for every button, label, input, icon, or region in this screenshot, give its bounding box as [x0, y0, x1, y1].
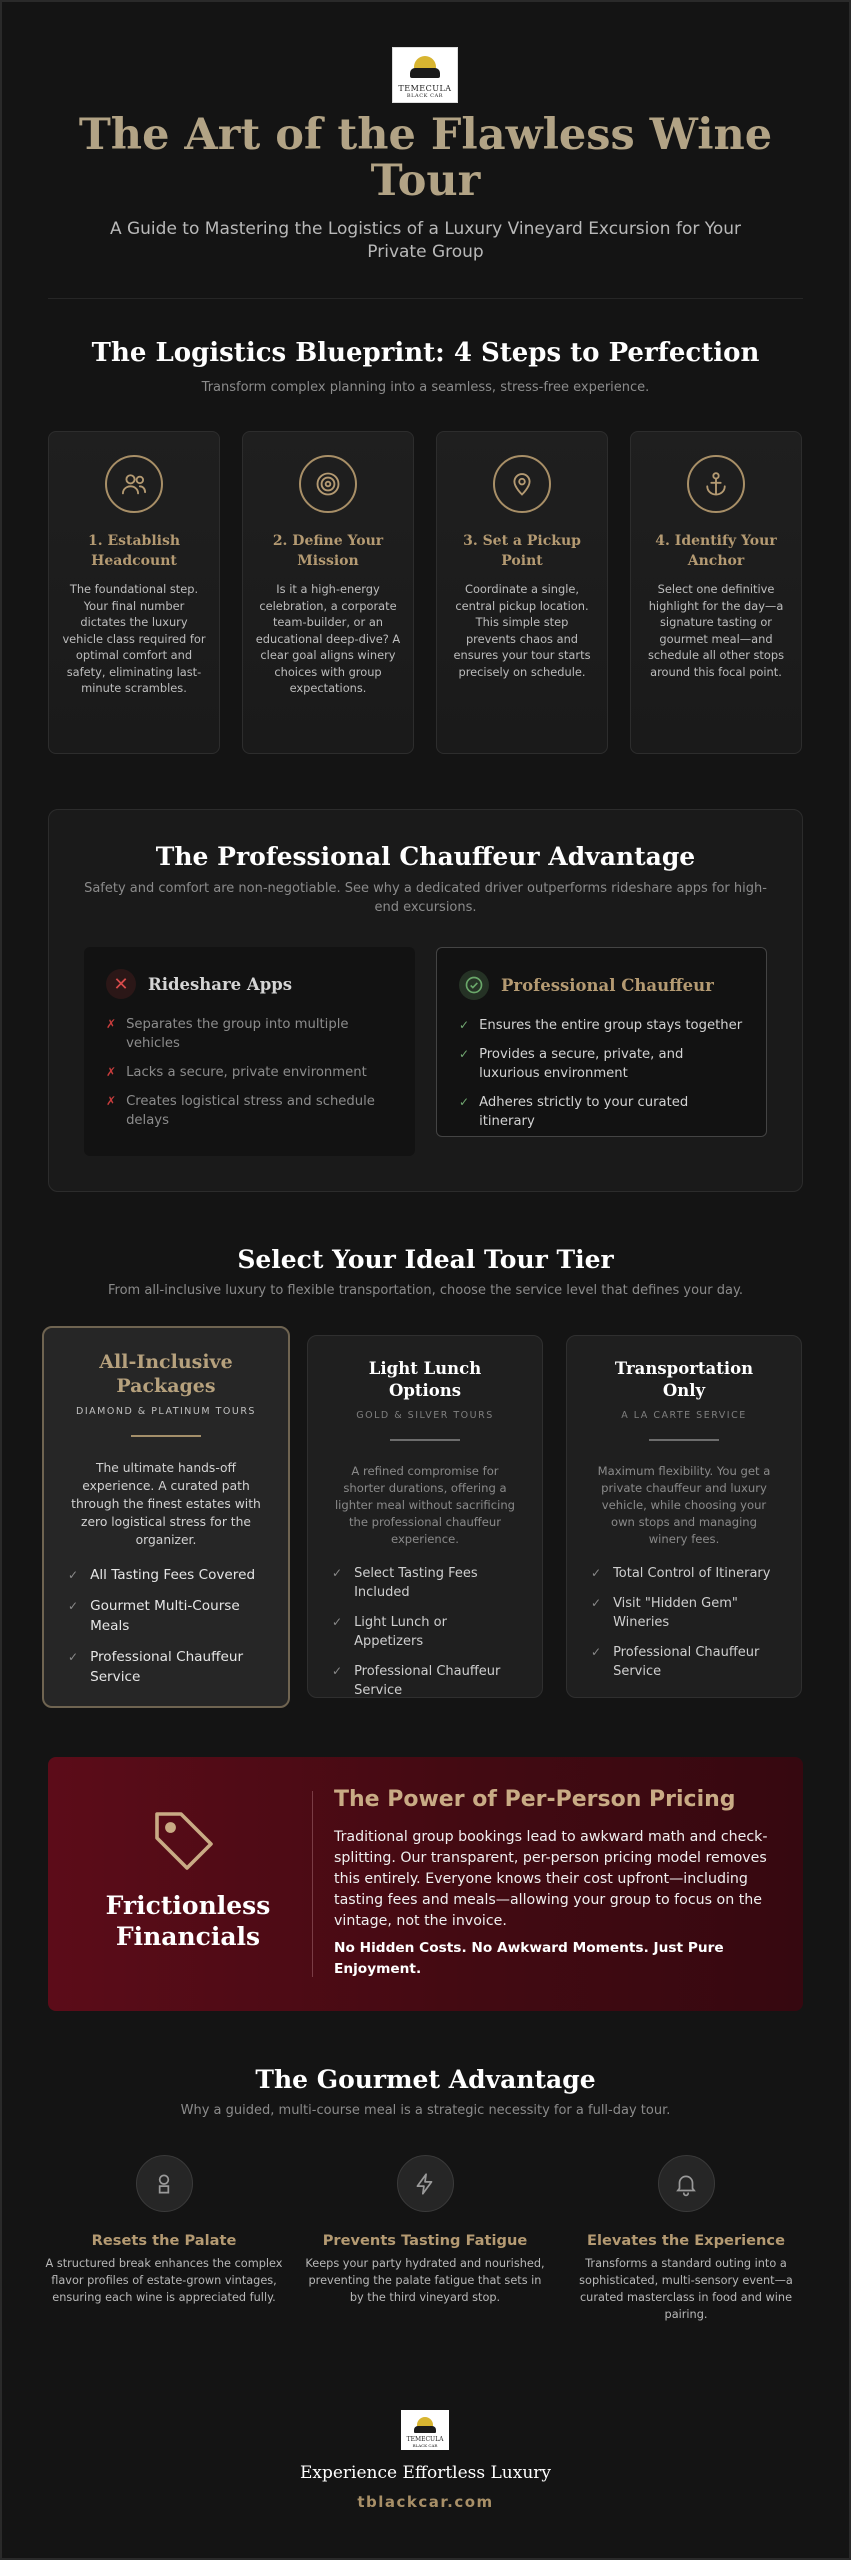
- step-card-anchor: [630, 431, 802, 754]
- check-icon: ✓: [332, 1615, 343, 1629]
- check-icon: ✓: [459, 1095, 470, 1109]
- check-icon: ✓: [332, 1566, 343, 1580]
- chauffeur-subtitle: Safety and comfort are non-negotiable. See why a dedicated driver outperforms rideshare apps for high-end excursions.: [84, 881, 767, 915]
- logo-line-2: BLACK CAR: [406, 93, 444, 99]
- step-text: Is it a high-energy celebration, a corporate team-builder, or an educational deep-dive? A clear goal aligns winery choices with group expectations.: [255, 582, 401, 695]
- list-item: ✓ Total Control of Itinerary: [591, 1566, 771, 1581]
- tier-divider: [390, 1439, 460, 1441]
- tier-card-light-lunch[interactable]: [307, 1335, 543, 1698]
- x-mark-icon: ✗: [106, 1094, 117, 1108]
- list-item: ✓ Professional Chauffeur Service: [332, 1664, 501, 1698]
- palate-icon: [136, 2155, 193, 2212]
- pricing-title: The Power of Per-Person Pricing: [334, 1787, 736, 1812]
- step-text: The foundational step. Your final number dictates the luxury vehicle class required for optimal comfort and safety, eliminating last-minute scrambles.: [62, 582, 206, 695]
- step-title: 2. Define Your Mission: [272, 533, 384, 569]
- footer-title: Experience Effortless Luxury: [299, 2463, 552, 2483]
- tier-description: Maximum flexibility. You get a private chauffeur and luxury vehicle, while choosing your own stops and managing winery fees.: [597, 1464, 771, 1546]
- list-item: ✓ Light Lunch or Appetizers: [332, 1615, 447, 1649]
- gourmet-item-palate: [44, 2155, 284, 2306]
- tier-divider: [649, 1439, 719, 1441]
- check-icon: ✓: [591, 1645, 602, 1659]
- brand-logo: [392, 47, 458, 103]
- gourmet-item-fatigue: [305, 2155, 545, 2306]
- check-icon: ✓: [68, 1599, 79, 1613]
- lightning-icon: [397, 2155, 454, 2212]
- step-title: 4. Identify Your Anchor: [655, 533, 777, 569]
- x-circle-icon: ✕: [106, 969, 136, 999]
- chauffeur-title: The Professional Chauffeur Advantage: [155, 842, 696, 871]
- logo-emblem-icon: [410, 56, 440, 82]
- gourmet-title: The Gourmet Advantage: [255, 2065, 596, 2094]
- tier-description: The ultimate hands-off experience. A curated path through the finest estates with zero logistical stress for the organizer.: [71, 1461, 261, 1547]
- check-icon: ✓: [332, 1664, 343, 1678]
- tier-title: All-Inclusive Packages: [99, 1351, 233, 1397]
- gourmet-item-experience: [566, 2155, 806, 2323]
- list-item: ✗ Creates logistical stress and schedule delays: [106, 1094, 375, 1128]
- check-icon: ✓: [459, 1047, 470, 1061]
- price-tag-icon: [148, 1805, 220, 1877]
- x-mark-icon: ✗: [106, 1017, 117, 1031]
- logo-line-1: TEMECULA: [398, 84, 452, 93]
- tier-title: Transportation Only: [614, 1359, 754, 1400]
- gourmet-item-text: Transforms a standard outing into a sophisticated, multi-sensory event—a curated masterclass in food and wine pairing.: [579, 2257, 793, 2321]
- gourmet-item-title: Elevates the Experience: [587, 2232, 785, 2249]
- tiers-title: Select Your Ideal Tour Tier: [237, 1245, 614, 1274]
- anchor-icon: [687, 455, 745, 513]
- step-text: Select one definitive highlight for the day—a signature tasting or gourmet meal—and schedule all other stops around this focal point.: [647, 582, 785, 679]
- list-item: ✓ Ensures the entire group stays together: [459, 1018, 743, 1033]
- pricing-divider: [312, 1791, 313, 1977]
- list-item: ✗ Separates the group into multiple vehicles: [106, 1017, 349, 1051]
- gourmet-item-title: Prevents Tasting Fatigue: [322, 2232, 528, 2249]
- pricing-tagline: No Hidden Costs. No Awkward Moments. Just Pure Enjoyment.: [334, 1940, 724, 1977]
- footer-website-link[interactable]: tblackcar.com: [357, 2493, 494, 2511]
- professional-chauffeur-card: [436, 947, 767, 1137]
- bell-icon: [658, 2155, 715, 2212]
- rideshare-card: [84, 947, 415, 1156]
- pricing-text: Traditional group bookings lead to awkward math and check-splitting. Our transparent, per-person pricing model removes this entirely. Everyone knows their cost upfront—including tasting fees and meals—allowing your group to focus on the vintage, not the invoice.: [334, 1829, 768, 1929]
- list-item: ✓ Professional Chauffeur Service: [68, 1649, 244, 1685]
- tier-card-transportation-only[interactable]: [566, 1335, 802, 1698]
- list-item: ✓ Provides a secure, private, and luxurious environment: [459, 1047, 684, 1081]
- tier-title: Light Lunch Options: [368, 1359, 482, 1400]
- pricing-left-title: Frictionless Financials: [105, 1891, 271, 1951]
- list-item: ✓ Professional Chauffeur Service: [591, 1645, 760, 1679]
- logo-line-2: BLACK CAR: [412, 2443, 438, 2448]
- list-item: ✓ Select Tasting Fees Included: [332, 1566, 478, 1600]
- tier-tag: DIAMOND & PLATINUM TOURS: [76, 1406, 256, 1417]
- users-icon: [105, 455, 163, 513]
- tier-tag: GOLD & SILVER TOURS: [356, 1410, 494, 1421]
- list-item: ✗ Lacks a secure, private environment: [106, 1065, 367, 1080]
- logistics-title: The Logistics Blueprint: 4 Steps to Perfection: [91, 338, 760, 368]
- check-icon: ✓: [459, 1018, 470, 1032]
- header-divider: [48, 298, 803, 299]
- pricing-banner: [48, 1757, 803, 2011]
- check-icon: ✓: [68, 1650, 79, 1664]
- professional-title: Professional Chauffeur: [501, 975, 714, 995]
- tier-description: A refined compromise for shorter durations, offering a lighter meal without sacrificing the professional chauffeur experience.: [334, 1464, 516, 1546]
- list-item: ✓ Adheres strictly to your curated itinerary: [459, 1095, 689, 1129]
- page-subtitle: A Guide to Mastering the Logistics of a Luxury Vineyard Excursion for Your Private Group: [109, 219, 742, 262]
- step-title: 1. Establish Headcount: [87, 533, 181, 569]
- list-item: ✓ All Tasting Fees Covered: [68, 1567, 256, 1583]
- step-card-pickup: [436, 431, 608, 754]
- step-text: Coordinate a single, central pickup location. This simple step prevents chaos and ensures your tour starts precisely on schedule.: [453, 582, 591, 679]
- step-card-headcount: [48, 431, 220, 754]
- list-item: ✓ Gourmet Multi-Course Meals: [68, 1598, 240, 1634]
- map-pin-icon: [493, 455, 551, 513]
- target-icon: [299, 455, 357, 513]
- gourmet-item-title: Resets the Palate: [91, 2232, 237, 2249]
- logo-line-1: TEMECULA: [406, 2436, 444, 2443]
- rideshare-title: Rideshare Apps: [148, 974, 293, 994]
- step-title: 3. Set a Pickup Point: [463, 533, 581, 569]
- check-icon: ✓: [591, 1566, 602, 1580]
- list-item: ✓ Visit "Hidden Gem" Wineries: [591, 1596, 738, 1630]
- step-card-mission: [242, 431, 414, 754]
- check-icon: ✓: [68, 1568, 79, 1582]
- check-icon: ✓: [591, 1596, 602, 1610]
- gourmet-subtitle: Why a guided, multi-course meal is a strategic necessity for a full-day tour.: [180, 2103, 671, 2118]
- logistics-subtitle: Transform complex planning into a seamless, stress-free experience.: [201, 380, 650, 395]
- tier-card-all-inclusive[interactable]: [42, 1326, 290, 1708]
- logo-emblem-icon: [414, 2417, 436, 2435]
- footer-logo: [401, 2410, 449, 2450]
- tiers-subtitle: From all-inclusive luxury to flexible transportation, choose the service level that defines your day.: [108, 1283, 743, 1298]
- tier-divider: [131, 1435, 201, 1437]
- gourmet-item-text: Keeps your party hydrated and nourished, preventing the palate fatigue that sets in by the third vineyard stop.: [305, 2257, 545, 2304]
- gourmet-item-text: A structured break enhances the complex flavor profiles of estate-grown vintages, ensuring each wine is appreciated fully.: [45, 2257, 283, 2304]
- x-mark-icon: ✗: [106, 1065, 117, 1079]
- tier-tag: A LA CARTE SERVICE: [621, 1410, 747, 1421]
- check-circle-icon: [459, 970, 489, 1000]
- page-title: The Art of the Flawless Wine Tour: [78, 110, 773, 206]
